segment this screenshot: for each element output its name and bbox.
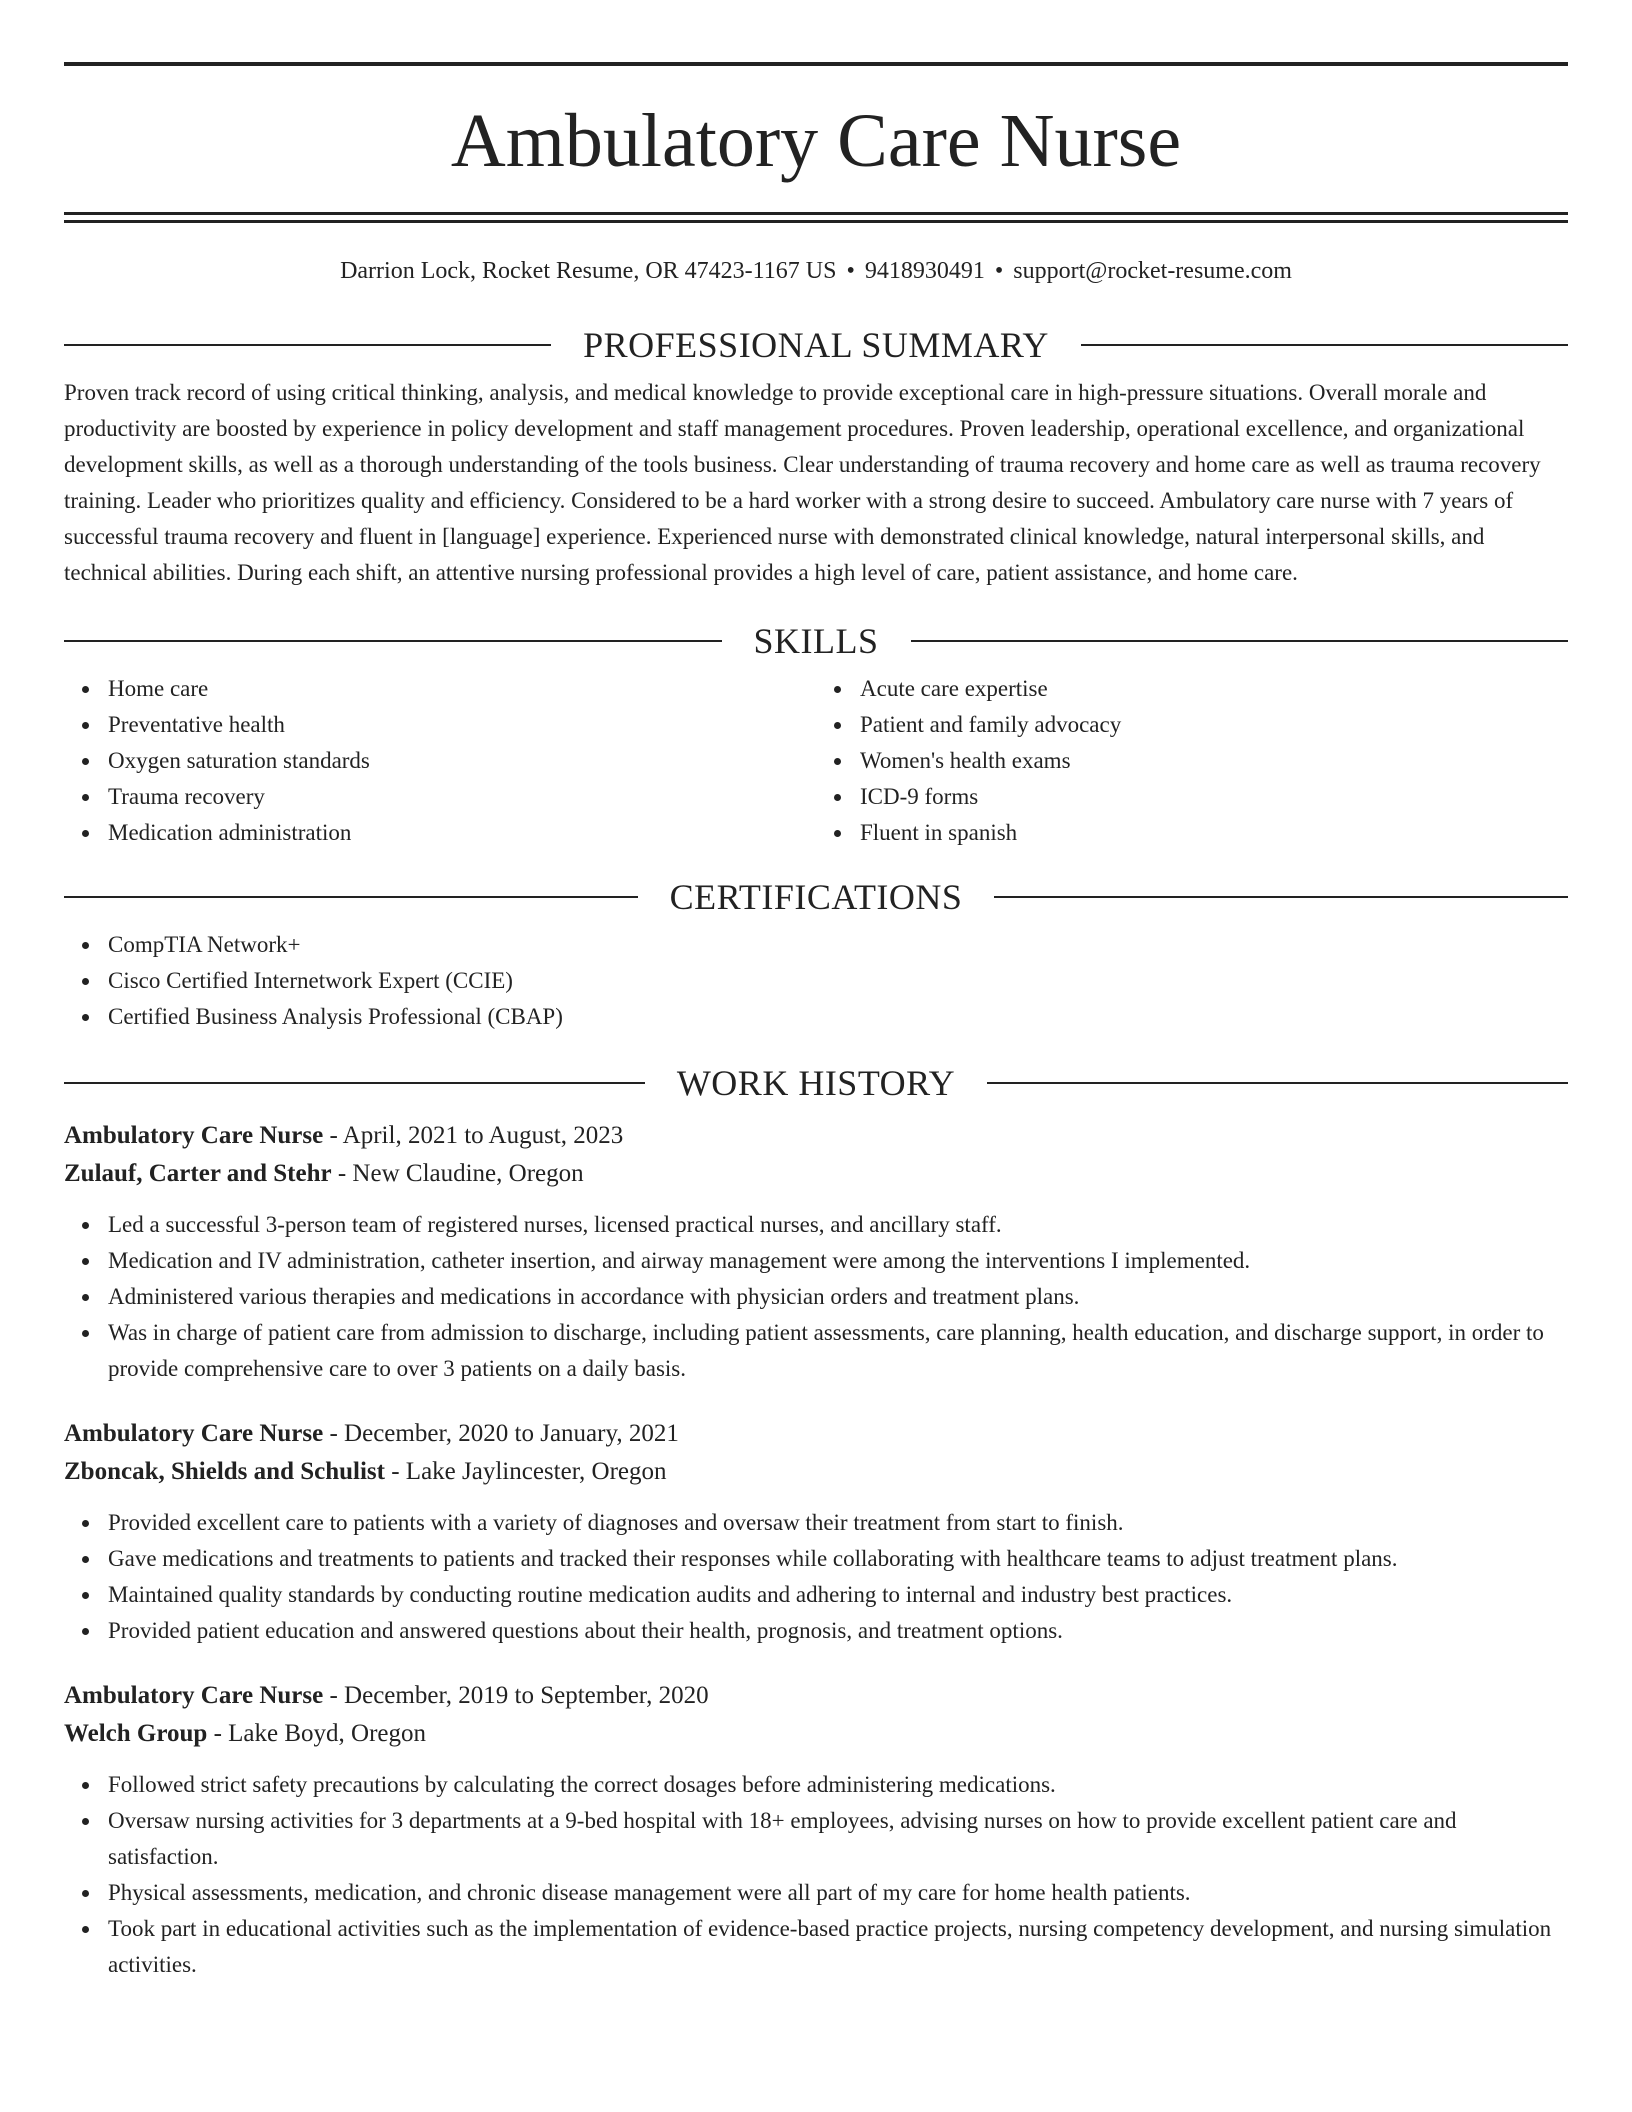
skill-item: Oxygen saturation standards bbox=[64, 743, 816, 779]
job-bullet: Medication and IV administration, catheter insertion, and airway management were among the interventions I implemented. bbox=[64, 1243, 1568, 1279]
certification-item: Certified Business Analysis Professional (CBAP) bbox=[64, 999, 1568, 1035]
section-title-work-history: WORK HISTORY bbox=[676, 1063, 956, 1103]
skill-item: Preventative health bbox=[64, 707, 816, 743]
job-entry bbox=[64, 1415, 1568, 1649]
job-bullet: Was in charge of patient care from admission to discharge, including patient assessments, care planning, health education, and discharge support, in order to provide comprehensive care to over 3 patients on a daily basis. bbox=[64, 1315, 1568, 1387]
job-bullet: Followed strict safety precautions by calculating the correct dosages before administering medications. bbox=[64, 1767, 1568, 1803]
job-bullet: Administered various therapies and medications in accordance with physician orders and treatment plans. bbox=[64, 1279, 1568, 1315]
job-bullet: Led a successful 3-person team of registered nurses, licensed practical nurses, and ancillary staff. bbox=[64, 1207, 1568, 1243]
job-dates: - December, 2020 to January, 2021 bbox=[323, 1420, 679, 1447]
job-title: Ambulatory Care Nurse bbox=[64, 1682, 324, 1709]
certification-item: CompTIA Network+ bbox=[64, 927, 1568, 963]
job-title-line bbox=[64, 1677, 1568, 1715]
job-title: Ambulatory Care Nurse bbox=[64, 1122, 324, 1149]
skill-item: Fluent in spanish bbox=[816, 815, 1568, 851]
contact-email: support@rocket-resume.com bbox=[1013, 258, 1292, 284]
contact-phone: 9418930491 bbox=[864, 258, 985, 284]
section-title-certifications: CERTIFICATIONS bbox=[669, 877, 963, 917]
job-title-line bbox=[64, 1117, 1568, 1155]
section-title-summary: PROFESSIONAL SUMMARY bbox=[583, 325, 1049, 365]
skill-item: Trauma recovery bbox=[64, 779, 816, 815]
section-rule bbox=[64, 640, 722, 642]
job-company: Welch Group bbox=[64, 1720, 208, 1747]
job-entry bbox=[64, 1677, 1568, 1983]
job-bullets bbox=[64, 1207, 1568, 1387]
skill-item: Acute care expertise bbox=[816, 671, 1568, 707]
section-rule bbox=[64, 896, 638, 898]
job-location: - Lake Boyd, Oregon bbox=[207, 1720, 427, 1747]
job-bullets bbox=[64, 1505, 1568, 1649]
section-rule bbox=[994, 896, 1568, 898]
resume-title: Ambulatory Care Nurse bbox=[450, 99, 1182, 183]
section-header-work-history bbox=[64, 1063, 1568, 1103]
skill-item: Patient and family advocacy bbox=[816, 707, 1568, 743]
job-bullet: Provided excellent care to patients with a variety of diagnoses and oversaw their treatment from start to finish. bbox=[64, 1505, 1568, 1541]
job-dates: - December, 2019 to September, 2020 bbox=[323, 1682, 709, 1709]
section-title-skills: SKILLS bbox=[753, 621, 879, 661]
job-title: Ambulatory Care Nurse bbox=[64, 1420, 324, 1447]
contact-line bbox=[64, 257, 1568, 285]
skills-list bbox=[64, 671, 1568, 851]
job-company-line bbox=[64, 1155, 1568, 1193]
job-bullet: Maintained quality standards by conducting routine medication audits and adhering to internal and industry best practices. bbox=[64, 1577, 1568, 1613]
section-header-summary bbox=[64, 325, 1568, 365]
job-company: Zboncak, Shields and Schulist bbox=[64, 1458, 385, 1485]
job-bullet: Provided patient education and answered questions about their health, prognosis, and treatment options. bbox=[64, 1613, 1568, 1649]
job-bullet: Took part in educational activities such as the implementation of evidence-based practice projects, nursing competency development, and nursing simulation activities. bbox=[64, 1911, 1568, 1983]
job-title-line bbox=[64, 1415, 1568, 1453]
contact-separator: • bbox=[994, 258, 1004, 284]
skill-item: Medication administration bbox=[64, 815, 816, 851]
job-company: Zulauf, Carter and Stehr bbox=[64, 1160, 332, 1187]
section-rule bbox=[1081, 344, 1568, 346]
skill-item: Women's health exams bbox=[816, 743, 1568, 779]
job-location: - Lake Jaylincester, Oregon bbox=[384, 1458, 667, 1485]
job-company-line bbox=[64, 1453, 1568, 1491]
contact-separator: • bbox=[846, 258, 855, 284]
job-bullet: Oversaw nursing activities for 3 departments at a 9-bed hospital with 18+ employees, advising nurses on how to provide excellent patient care and satisfaction. bbox=[64, 1803, 1568, 1875]
section-rule bbox=[911, 640, 1569, 642]
job-bullet: Physical assessments, medication, and chronic disease management were all part of my care for home health patients. bbox=[64, 1875, 1568, 1911]
certification-item: Cisco Certified Internetwork Expert (CCIE) bbox=[64, 963, 1568, 999]
skills-column-left bbox=[64, 671, 816, 851]
section-header-skills bbox=[64, 621, 1568, 661]
job-company-line bbox=[64, 1715, 1568, 1753]
job-location: - New Claudine, Oregon bbox=[331, 1160, 584, 1187]
job-dates: - April, 2021 to August, 2023 bbox=[323, 1122, 624, 1149]
job-bullets bbox=[64, 1767, 1568, 1983]
summary-text: Proven track record of using critical thinking, analysis, and medical knowledge to provide exceptional care in high-pressure situations. Overall morale and productivity are boosted by experience in policy development and staff management procedures. Proven leadership, operational excellence, and organizational development skills, as well as a thorough understanding of the tools business. Clear understanding of trauma recovery and home care as well as trauma recovery training. Leader who prioritizes quality and efficiency. Considered to be a hard worker with a strong desire to succeed. Ambulatory care nurse with 7 years of successful trauma recovery and fluent in [language] experience. Experienced nurse with demonstrated clinical knowledge, natural interpersonal skills, and technical abilities. During each shift, an attentive nursing professional provides a high level of care, patient assistance, and home care. bbox=[64, 380, 1541, 585]
skill-item: Home care bbox=[64, 671, 816, 707]
job-entry bbox=[64, 1117, 1568, 1387]
section-header-certifications bbox=[64, 877, 1568, 917]
job-bullet: Gave medications and treatments to patients and tracked their responses while collaborating with healthcare teams to adjust treatment plans. bbox=[64, 1541, 1568, 1577]
contact-address: Darrion Lock, Rocket Resume, OR 47423-1167 US bbox=[340, 258, 837, 284]
section-rule bbox=[64, 1082, 645, 1084]
top-rule bbox=[64, 62, 1568, 66]
section-rule bbox=[64, 344, 551, 346]
skills-column-right bbox=[816, 671, 1568, 851]
certifications-list bbox=[64, 927, 1568, 1035]
section-rule bbox=[987, 1082, 1568, 1084]
title-double-rule bbox=[64, 212, 1568, 223]
skill-item: ICD-9 forms bbox=[816, 779, 1568, 815]
